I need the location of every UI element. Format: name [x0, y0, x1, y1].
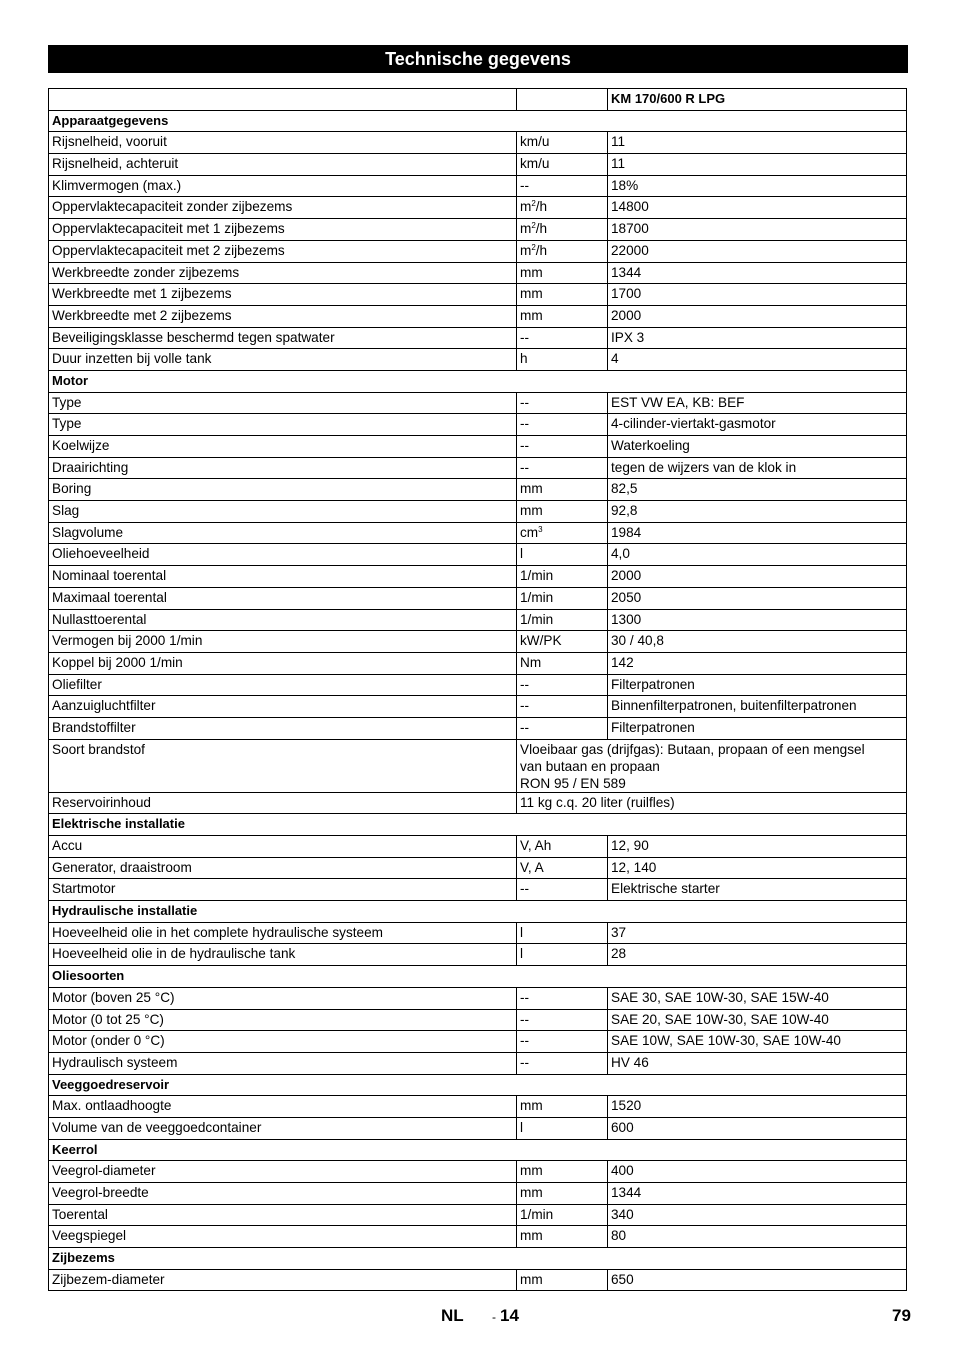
row-label: Hoeveelheid olie in het complete hydraulische systeem — [49, 922, 517, 944]
row-label: Hydraulisch systeem — [49, 1052, 517, 1074]
section-title: Motor — [49, 370, 907, 392]
table-row — [49, 717, 907, 739]
header-model: KM 170/600 R LPG — [608, 89, 907, 111]
row-unit: 1/min — [517, 1204, 608, 1226]
row-value: 11 — [608, 132, 907, 154]
row-label: Maximaal toerental — [49, 587, 517, 609]
row-value: 1520 — [608, 1096, 907, 1118]
row-label: Slagvolume — [49, 522, 517, 544]
row-value: 22000 — [608, 240, 907, 262]
row-value: 1700 — [608, 284, 907, 306]
row-value: 1344 — [608, 1183, 907, 1205]
row-value: 2000 — [608, 305, 907, 327]
table-row — [49, 479, 907, 501]
row-label: Oliehoeveelheid — [49, 544, 517, 566]
row-unit: mm — [517, 1096, 608, 1118]
section-header-row — [49, 370, 907, 392]
table-row — [49, 197, 907, 219]
row-unit: -- — [517, 175, 608, 197]
row-label: Brandstoffilter — [49, 717, 517, 739]
table-row — [49, 1117, 907, 1139]
row-unit: -- — [517, 414, 608, 436]
row-value: 4-cilinder-viertakt-gasmotor — [608, 414, 907, 436]
row-unit: -- — [517, 327, 608, 349]
table-row — [49, 652, 907, 674]
row-value: SAE 10W, SAE 10W-30, SAE 10W-40 — [608, 1031, 907, 1053]
table-row — [49, 674, 907, 696]
row-unit: $m^2/h$ — [517, 197, 608, 219]
row-label: Nominaal toerental — [49, 566, 517, 588]
table-row — [49, 987, 907, 1009]
table-row — [49, 457, 907, 479]
row-label: Hoeveelheid olie in de hydraulische tank — [49, 944, 517, 966]
table-row — [49, 284, 907, 306]
row-label: Oliefilter — [49, 674, 517, 696]
row-label: Werkbreedte met 1 zijbezems — [49, 284, 517, 306]
row-value: 82,5 — [608, 479, 907, 501]
table-row — [49, 327, 907, 349]
spec-table — [48, 88, 907, 1291]
row-value: 2050 — [608, 587, 907, 609]
row-value: 1300 — [608, 609, 907, 631]
row-value: Vloeibaar gas (drijfgas): Butaan, propaan of een mengsel van butaan en propaan RON 95 / EN 589 — [517, 739, 907, 792]
row-label: Zijbezem-diameter — [49, 1269, 517, 1291]
row-value: 12, 90 — [608, 836, 907, 858]
table-row — [49, 1096, 907, 1118]
section-title: Zijbezems — [49, 1248, 907, 1270]
row-label: Toerental — [49, 1204, 517, 1226]
row-value: 650 — [608, 1269, 907, 1291]
row-unit: -- — [517, 987, 608, 1009]
row-value: 80 — [608, 1226, 907, 1248]
row-value: 11 kg c.q. 20 liter (ruilfles) — [517, 792, 907, 814]
row-unit: $m^2/h$ — [517, 219, 608, 241]
row-label: Startmotor — [49, 879, 517, 901]
row-label: Beveiligingsklasse beschermd tegen spatwater — [49, 327, 517, 349]
row-value: 1344 — [608, 262, 907, 284]
row-unit: -- — [517, 696, 608, 718]
row-unit: -- — [517, 1052, 608, 1074]
row-label: Motor (0 tot 25 °C) — [49, 1009, 517, 1031]
row-unit: -- — [517, 436, 608, 458]
row-value: 18% — [608, 175, 907, 197]
table-row — [49, 414, 907, 436]
table-row — [49, 1052, 907, 1074]
row-unit: mm — [517, 1226, 608, 1248]
row-unit: h — [517, 349, 608, 371]
row-label: Rijsnelheid, achteruit — [49, 154, 517, 176]
table-row — [49, 544, 907, 566]
row-label: Motor (boven 25 °C) — [49, 987, 517, 1009]
row-unit: -- — [517, 392, 608, 414]
row-label: Werkbreedte zonder zijbezems — [49, 262, 517, 284]
row-unit: -- — [517, 879, 608, 901]
row-unit: km/u — [517, 132, 608, 154]
section-title: Keerrol — [49, 1139, 907, 1161]
row-label: Vermogen bij 2000 1/min — [49, 631, 517, 653]
section-title: Apparaatgegevens — [49, 110, 907, 132]
row-value: 2000 — [608, 566, 907, 588]
table-row — [49, 944, 907, 966]
row-unit: mm — [517, 305, 608, 327]
row-label: Type — [49, 392, 517, 414]
table-row — [49, 1031, 907, 1053]
table-row — [49, 587, 907, 609]
table-row — [49, 1226, 907, 1248]
row-label: Rijsnelheid, vooruit — [49, 132, 517, 154]
table-row — [49, 436, 907, 458]
row-value: 11 — [608, 154, 907, 176]
section-header-row — [49, 966, 907, 988]
table-row — [49, 522, 907, 544]
row-unit: -- — [517, 457, 608, 479]
row-unit: -- — [517, 674, 608, 696]
table-row — [49, 175, 907, 197]
row-unit: -- — [517, 717, 608, 739]
row-label: Nullasttoerental — [49, 609, 517, 631]
row-label: Type — [49, 414, 517, 436]
footer-sub-page — [492, 1306, 519, 1326]
table-row — [49, 1269, 907, 1291]
table-row — [49, 609, 907, 631]
row-label: Slag — [49, 501, 517, 523]
row-value: Filterpatronen — [608, 674, 907, 696]
row-unit: mm — [517, 501, 608, 523]
row-label: Soort brandstof — [49, 739, 517, 792]
table-row — [49, 349, 907, 371]
row-label: Veegrol-breedte — [49, 1183, 517, 1205]
row-value: 400 — [608, 1161, 907, 1183]
row-label: Koelwijze — [49, 436, 517, 458]
row-unit: kW/PK — [517, 631, 608, 653]
table-row — [49, 154, 907, 176]
footer-language: NL — [441, 1306, 464, 1325]
row-value: 600 — [608, 1117, 907, 1139]
table-row — [49, 857, 907, 879]
table-row — [49, 219, 907, 241]
row-unit: mm — [517, 1183, 608, 1205]
table-row — [49, 1204, 907, 1226]
row-unit: -- — [517, 1009, 608, 1031]
row-value: 4,0 — [608, 544, 907, 566]
row-value: 92,8 — [608, 501, 907, 523]
row-label: Oppervlaktecapaciteit met 1 zijbezems — [49, 219, 517, 241]
row-unit: km/u — [517, 154, 608, 176]
table-row — [49, 132, 907, 154]
row-label: Koppel bij 2000 1/min — [49, 652, 517, 674]
row-unit: mm — [517, 284, 608, 306]
footer-sub-page-number: 14 — [500, 1306, 519, 1325]
table-row — [49, 696, 907, 718]
row-label: Duur inzetten bij volle tank — [49, 349, 517, 371]
table-row — [49, 392, 907, 414]
spec-table-body — [49, 89, 907, 1291]
row-value: SAE 30, SAE 10W-30, SAE 15W-40 — [608, 987, 907, 1009]
row-value: 340 — [608, 1204, 907, 1226]
table-row — [49, 836, 907, 858]
footer-page-number: 79 — [892, 1306, 911, 1325]
row-label: Draairichting — [49, 457, 517, 479]
row-label: Werkbreedte met 2 zijbezems — [49, 305, 517, 327]
row-value: IPX 3 — [608, 327, 907, 349]
row-value: HV 46 — [608, 1052, 907, 1074]
table-row — [49, 1161, 907, 1183]
row-unit: -- — [517, 1031, 608, 1053]
row-value: 12, 140 — [608, 857, 907, 879]
section-header-row — [49, 1074, 907, 1096]
row-value: Binnenfilterpatronen, buitenfilterpatronen — [608, 696, 907, 718]
table-row — [49, 631, 907, 653]
row-unit: mm — [517, 1161, 608, 1183]
row-value: 1984 — [608, 522, 907, 544]
row-label: Klimvermogen (max.) — [49, 175, 517, 197]
row-label: Veegspiegel — [49, 1226, 517, 1248]
row-label: Veegrol-diameter — [49, 1161, 517, 1183]
table-row — [49, 566, 907, 588]
table-row — [49, 305, 907, 327]
table-row — [49, 240, 907, 262]
header-empty-cell — [49, 89, 517, 111]
row-label: Accu — [49, 836, 517, 858]
header-unit-cell — [517, 89, 608, 111]
row-unit: V, Ah — [517, 836, 608, 858]
row-label: Boring — [49, 479, 517, 501]
table-header-row — [49, 89, 907, 111]
table-row — [49, 879, 907, 901]
row-value: 14800 — [608, 197, 907, 219]
row-unit: 1/min — [517, 609, 608, 631]
row-unit: mm — [517, 262, 608, 284]
row-value: 37 — [608, 922, 907, 944]
row-value: 4 — [608, 349, 907, 371]
table-row — [49, 792, 907, 814]
section-header-row — [49, 901, 907, 923]
row-unit: 1/min — [517, 566, 608, 588]
row-label: Volume van de veeggoedcontainer — [49, 1117, 517, 1139]
row-value: 142 — [608, 652, 907, 674]
row-unit: l — [517, 944, 608, 966]
row-value: SAE 20, SAE 10W-30, SAE 10W-40 — [608, 1009, 907, 1031]
row-value: EST VW EA, KB: BEF — [608, 392, 907, 414]
row-value: Waterkoeling — [608, 436, 907, 458]
row-unit: Nm — [517, 652, 608, 674]
row-label: Max. ontlaadhoogte — [49, 1096, 517, 1118]
row-unit: l — [517, 922, 608, 944]
footer-dash: - — [492, 1310, 496, 1324]
section-header-row — [49, 110, 907, 132]
section-header-row — [49, 1248, 907, 1270]
table-row — [49, 262, 907, 284]
table-row — [49, 1183, 907, 1205]
table-row — [49, 739, 907, 792]
section-title: Hydraulische installatie — [49, 901, 907, 923]
row-unit: l — [517, 544, 608, 566]
table-row — [49, 501, 907, 523]
section-title: Veeggoedreservoir — [49, 1074, 907, 1096]
section-header-row — [49, 1139, 907, 1161]
row-value: Elektrische starter — [608, 879, 907, 901]
table-row — [49, 1009, 907, 1031]
row-unit: $m^2/h$ — [517, 240, 608, 262]
row-value: 28 — [608, 944, 907, 966]
row-label: Motor (onder 0 °C) — [49, 1031, 517, 1053]
section-header-row — [49, 814, 907, 836]
row-unit: $cm^3$ — [517, 522, 608, 544]
row-unit: mm — [517, 1269, 608, 1291]
row-label: Oppervlaktecapaciteit zonder zijbezems — [49, 197, 517, 219]
row-label: Oppervlaktecapaciteit met 2 zijbezems — [49, 240, 517, 262]
row-unit: mm — [517, 479, 608, 501]
row-value: Filterpatronen — [608, 717, 907, 739]
row-value: 30 / 40,8 — [608, 631, 907, 653]
row-label: Generator, draaistroom — [49, 857, 517, 879]
row-value: 18700 — [608, 219, 907, 241]
row-unit: 1/min — [517, 587, 608, 609]
table-row — [49, 922, 907, 944]
row-label: Reservoirinhoud — [49, 792, 517, 814]
row-unit: V, A — [517, 857, 608, 879]
row-value: tegen de wijzers van de klok in — [608, 457, 907, 479]
page-title: Technische gegevens — [48, 45, 908, 73]
row-label: Aanzuigluchtfilter — [49, 696, 517, 718]
section-title: Elektrische installatie — [49, 814, 907, 836]
section-title: Oliesoorten — [49, 966, 907, 988]
row-unit: l — [517, 1117, 608, 1139]
